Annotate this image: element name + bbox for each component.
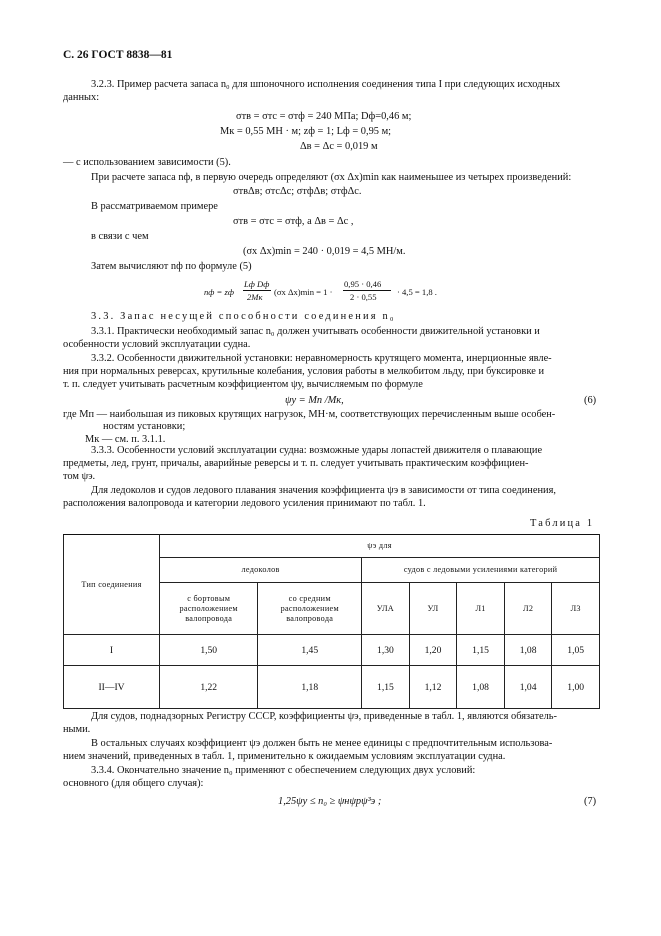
example-line: В рассматриваемом примере	[91, 201, 218, 212]
header-cat-l2: Л2	[504, 583, 552, 635]
table-cell: 1,00	[552, 666, 600, 709]
table-cell: 1,05	[552, 635, 600, 666]
where-mp-line1: где Mп — наибольшая из пиковых крутящих нагрузок, МН·м, соответствующих перечисленным выше особен-	[63, 409, 556, 420]
table-row	[64, 635, 600, 666]
formula-frac-num: Lф Dф	[244, 279, 270, 289]
since-line: в связи с чем	[91, 231, 149, 242]
given-line2: Mк = 0,55 МН · м; zф = 1; Lф = 0,95 м;	[220, 126, 392, 137]
table-row	[64, 666, 600, 709]
p332-line1: 3.3.2. Особенности движительной установки: неравномерность крутящего момента, инерционные явле-	[91, 353, 552, 364]
header-cat-l1: Л1	[457, 583, 505, 635]
formula-left: nф = zф	[204, 287, 234, 297]
table-cell: 1,04	[504, 666, 552, 709]
formula-den2: 2 · 0,55	[350, 292, 377, 302]
then-line: Затем вычисляют nф по формуле (5)	[91, 261, 252, 272]
formula-mid: (σx Δx)min = 1 ·	[274, 287, 333, 297]
row-type: I	[64, 635, 160, 666]
para-3-2-3-line1: 3.2.3. Пример расчета запаса n₀ для шпоночного исполнения соединения типа I при следующих исходных	[91, 79, 561, 90]
given-line1: σтв = σтс = σтф = 240 МПа; Dф=0,46 м;	[236, 111, 412, 122]
formula-end: · 4,5 = 1,8 .	[397, 287, 437, 297]
header-icebreakers: ледоколов	[160, 558, 362, 583]
header-cat-l3: Л3	[552, 583, 600, 635]
table-cell: 1,30	[362, 635, 410, 666]
header-ib-mid: со средним расположением валопровода	[258, 583, 362, 635]
table-cell: 1,15	[362, 666, 410, 709]
formula-frac-den: 2Mк	[247, 292, 263, 302]
fraction-bar-2	[343, 290, 391, 291]
min-equation: (σx Δx)min = 240 · 0,019 = 4,5 МН/м.	[243, 246, 406, 257]
table-cell: 1,22	[160, 666, 258, 709]
header-cat-ula: УЛА	[362, 583, 410, 635]
p333-line3: том ψэ.	[63, 471, 96, 482]
given-line3: Δв = Δс = 0,019 м	[300, 141, 378, 152]
table-cell: 1,50	[160, 635, 258, 666]
table-cell: 1,15	[457, 635, 505, 666]
ice-para-line2: расположения валопровода и категории ледового усиления принимают по табл. 1.	[63, 498, 426, 509]
formula-num2: 0,95 · 0,46	[344, 279, 382, 289]
after-table-line1: Для судов, поднадзорных Регистру СССР, коэффициенты ψэ, приведенные в табл. 1, являются обязатель-	[91, 711, 558, 722]
after-table-line4: нием значений, приведенных в табл. 1, применительно к ожидаемым условиям эксплуатации судна.	[63, 751, 506, 762]
table-cell: 1,20	[409, 635, 457, 666]
table-cell: 1,08	[504, 635, 552, 666]
after-table-line2: ными.	[63, 724, 91, 735]
equation-6: ψу = Mп /Mк,	[285, 395, 344, 406]
fraction-bar	[243, 290, 271, 291]
table-cell: 1,18	[258, 666, 362, 709]
where-mk-line: Mк — см. п. 3.1.1.	[85, 434, 166, 445]
row-type: II—IV	[64, 666, 160, 709]
p333-line1: 3.3.3. Особенности условий эксплуатации судна: возможные удары лопастей движителя о плавающие	[91, 445, 543, 456]
table-caption: Таблица 1	[530, 518, 595, 529]
after-table-line3: В остальных случаях коэффициент ψэ должен быть не менее единицы с предпочтительным использова-	[91, 738, 553, 749]
col-header-type: Тип соединения	[64, 535, 160, 635]
basic-condition-line: основного (для общего случая):	[63, 778, 204, 789]
table-cell: 1,08	[457, 666, 505, 709]
para-3-2-3-line2: данных:	[63, 92, 100, 103]
page-header: С. 26 ГОСТ 8838—81	[63, 49, 173, 61]
example-equation: σтв = σтс = σтф, а Δв = Δс ,	[233, 216, 354, 227]
p332-line2: ния при нормальных реверсах, крутильные колебания, условия работы в мелкобитом льду, при буксировке и	[63, 366, 545, 377]
where-mp-line2: ностям установки;	[103, 421, 186, 432]
formula-5	[204, 278, 464, 308]
table-cell: 1,45	[258, 635, 362, 666]
p332-line3: т. п. следует учитывать расчетным коэффициентом ψу, вычисляемым по формуле	[63, 379, 423, 390]
calc-paragraph: При расчете запаса nф, в первую очередь определяют (σx Δx)min как наименьшее из четырех произведений:	[91, 172, 572, 183]
products-line: σтвΔв; σтсΔс; σтфΔв; σтфΔс.	[233, 186, 362, 197]
header-cat-ul: УЛ	[409, 583, 457, 635]
p331-line2: особенности условий эксплуатации судна.	[63, 339, 251, 350]
table-cell: 1,12	[409, 666, 457, 709]
dependency-line: — с использованием зависимости (5).	[63, 157, 231, 168]
p333-line2: предметы, лед, грунт, причалы, аварийные реверсы и т. п. следует учитывать практическим коэффициен-	[63, 458, 529, 469]
p331-line1: 3.3.1. Практически необходимый запас n₀ должен учитывать особенности движительной установки и	[91, 326, 540, 337]
equation-6-number: (6)	[584, 395, 597, 406]
equation-7: 1,25ψу ≤ n₀ ≥ ψнψрψ³э ;	[278, 796, 382, 807]
p334-line: 3.3.4. Окончательно значение n₀ применяют с обеспечением следующих двух условий:	[91, 765, 476, 776]
equation-7-number: (7)	[584, 796, 597, 807]
ice-para-line1: Для ледоколов и судов ледового плавания значения коэффициента ψэ в зависимости от типа соединения,	[91, 485, 556, 496]
header-ships: судов с ледовыми усилениями категорий	[362, 558, 600, 583]
psi-header: ψэ для	[160, 535, 600, 558]
table-1	[63, 534, 600, 709]
header-ib-side: с бортовым расположением валопровода	[160, 583, 258, 635]
section-3-3-title: 3.3. Запас несущей способности соединения n₀	[91, 311, 396, 322]
